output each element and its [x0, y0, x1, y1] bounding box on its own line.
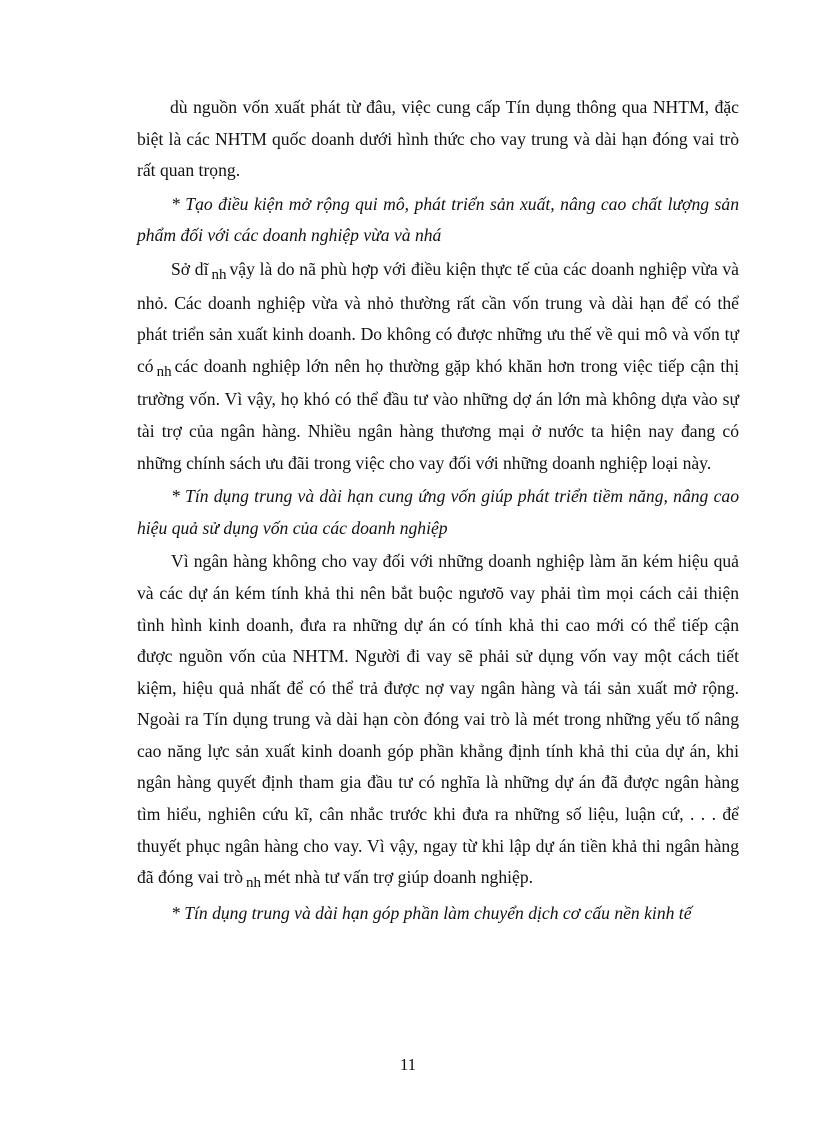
heading-text: * Tín dụng trung và dài hạn cung ứng vốn giúp phát triển tiềm năng, nâng cao hiệu quả sử dụng vốn của các doanh nghiệp [137, 486, 739, 538]
paragraph-text: mét nhà tư vấn trợ giúp doanh nghiệp. [264, 867, 534, 888]
paragraph-text: Vì ngân hàng không cho vay đối với những doanh nghiệp làm ăn kém hiệu quả và các dự án kém tính khả thi nên bắt buộc ngươõ vay phải tìm mọi cách cải thiện tình hình kinh doanh, đưa ra những dự án có tính khả thi cao mới có thể tiếp cận được nguồn vốn của NHTM. Người đi vay sẽ phải sử dụng vốn vay một cách tiết kiệm, hiệu quả nhất để có thể trả được nợ vay ngân hàng và tái sản xuất mở rộng. Ngoài ra Tín dụng trung và dài hạn còn đóng vai trò là mét trong những yếu tố nâng cao năng lực sản xuất kinh doanh góp phần khẳng định tính khả thi của dự án, khi ngân hàng quyết định tham gia đầu tư có nghĩa là những dự án đã được ngân hàng tìm hiểu, nghiên cứu kĩ, cân nhắc trước khi đưa ra những số liệu, luận cứ, . . . để thuyết phục ngân hàng cho vay. Vì vậy, ngay từ khi lập dự án tiền khả thi ngân hàng đã đóng vai trò [137, 551, 739, 888]
paragraph-text: vậy là do nã phù hợp với điều kiện thực tế của các doanh nghiệp vừa và nhỏ. Các doanh nghiệp vừa và nhỏ thường rất cần vốn trung và dài hạn để có thể phát triển sản xuất kinh doanh. Do không có được những ưu thế về qui mô và vốn tự có [137, 258, 739, 376]
page-number: 11 [399, 1055, 417, 1074]
section-heading-small-business [137, 189, 739, 252]
heading-text: * Tạo điều kiện mở rộng qui mô, phát triển sản xuất, nâng cao chất lượng sản phẩm đối với các doanh nghiệp vừa và nhá [137, 193, 739, 246]
paragraph-text: các doanh nghiệp lớn nên họ thường gặp khó khăn hơn trong việc tiếp cận thị trường vốn. Vì vậy, họ khó có thể đầu tư vào những dợ án lớn mà không dựa vào sự tài trợ của ngân hàng. Nhiều ngân hàng thương mại ở nước ta hiện nay đang có những chính sách ưu đãi trong việc cho vay đối với những doanh nghiệp loại này. [137, 355, 739, 473]
page-body [137, 92, 739, 931]
paragraph-small-business [137, 254, 739, 479]
paragraph-continuation [137, 92, 739, 187]
paragraph-text: dù nguồn vốn xuất phát từ đâu, việc cung cấp Tín dụng thông qua NHTM, đặc biệt là các NHTM quốc doanh dưới hình thức cho vay trung và dài hạn đóng vai trò rất quan trọng. [137, 97, 739, 181]
heading-text: * Tín dụng trung và dài hạn góp phần làm chuyển dịch cơ cấu nền kinh tế [171, 902, 692, 923]
section-heading-restructuring [137, 898, 739, 930]
stray-nh-mark: nh [156, 363, 172, 380]
section-heading-potential [137, 481, 739, 544]
paragraph-efficiency [137, 546, 739, 896]
stray-nh-mark: nh [211, 266, 227, 283]
paragraph-text: Sở dĩ [171, 258, 209, 279]
stray-nh-mark: nh [246, 875, 262, 892]
